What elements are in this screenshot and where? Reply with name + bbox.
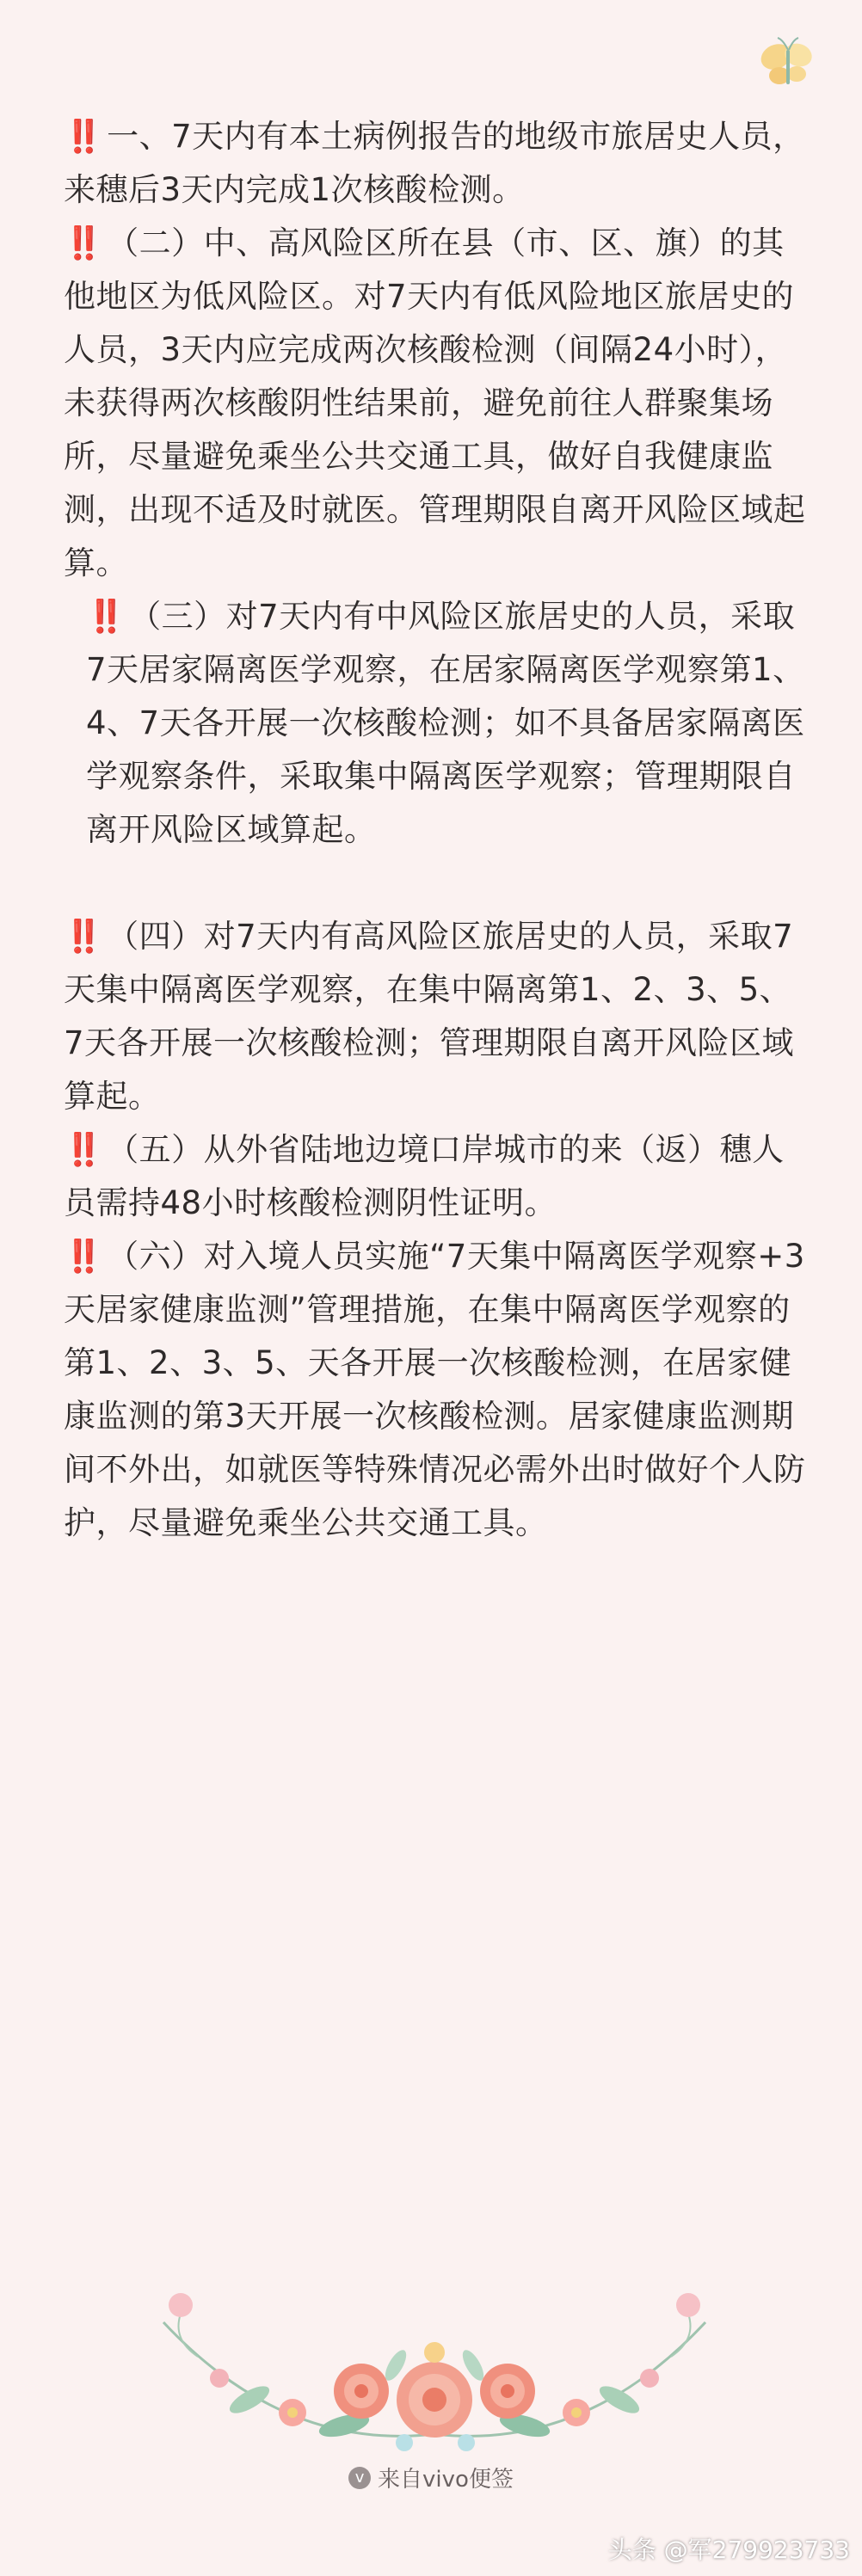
double-exclamation-icon: ‼️ bbox=[64, 1238, 99, 1275]
double-exclamation-icon: ‼️ bbox=[64, 918, 99, 955]
double-exclamation-icon: ‼️ bbox=[64, 118, 99, 155]
paragraph-text: （四）对7天内有高风险区旅居史的人员，采取7天集中隔离医学观察，在集中隔离第1、2、3、5、7天各开展一次核酸检测；管理期限自离开风险区域算起。 bbox=[64, 918, 795, 1115]
butterfly-icon bbox=[754, 34, 822, 95]
paragraph-3 bbox=[64, 590, 812, 857]
notice-content bbox=[64, 110, 812, 1550]
memo-source-label: 来自vivo便签 bbox=[378, 2467, 514, 2493]
paragraph-4 bbox=[64, 910, 812, 1123]
double-exclamation-icon: ‼️ bbox=[64, 224, 99, 261]
paragraph-5 bbox=[64, 1123, 812, 1230]
vivo-icon: v bbox=[348, 2467, 371, 2489]
double-exclamation-icon: ‼️ bbox=[64, 1131, 99, 1168]
paragraph-text: （五）从外省陆地边境口岸城市的来（返）穗人员需持48小时核酸检测阴性证明。 bbox=[64, 1131, 785, 1221]
memo-source bbox=[0, 2462, 862, 2493]
paragraph-text: 一、7天内有本土病例报告的地级市旅居史人员，来穗后3天内完成1次核酸检测。 bbox=[64, 118, 805, 208]
paragraph-text: （六）对入境人员实施“7天集中隔离医学观察+3天居家健康监测”管理措施，在集中隔离医学观察的第1、2、3、5、天各开展一次核酸检测，在居家健康监测的第3天开展一次核酸检测。居家健康监测期间不外出，如就医等特殊情况必需外出时做好个人防护，尽量避免乘坐公共交通工具。 bbox=[64, 1238, 806, 1541]
paragraph-1 bbox=[64, 110, 812, 217]
paragraph-text: （二）中、高风险区所在县（市、区、旗）的其他地区为低风险区。对7天内有低风险地区旅居史的人员，3天内应完成两次核酸检测（间隔24小时），未获得两次核酸阴性结果前，避免前往人群聚集场所，尽量避免乘坐公共交通工具，做好自我健康监测，出现不适及时就医。管理期限自离开风险区域起算。 bbox=[64, 224, 806, 581]
paragraph-text: （三）对7天内有中风险区旅居史的人员，采取7天居家隔离医学观察，在居家隔离医学观察第1、4、7天各开展一次核酸检测；如不具备居家隔离医学观察条件，采取集中隔离医学观察；管理期限自离开风险区域算起。 bbox=[86, 598, 805, 848]
paragraph-2 bbox=[64, 217, 812, 590]
flower-garland bbox=[146, 2271, 723, 2486]
double-exclamation-icon: ‼️ bbox=[86, 598, 121, 635]
blank-line bbox=[64, 857, 812, 910]
watermark: 头条 @军279923733 bbox=[607, 2536, 850, 2564]
paragraph-6 bbox=[64, 1230, 812, 1550]
